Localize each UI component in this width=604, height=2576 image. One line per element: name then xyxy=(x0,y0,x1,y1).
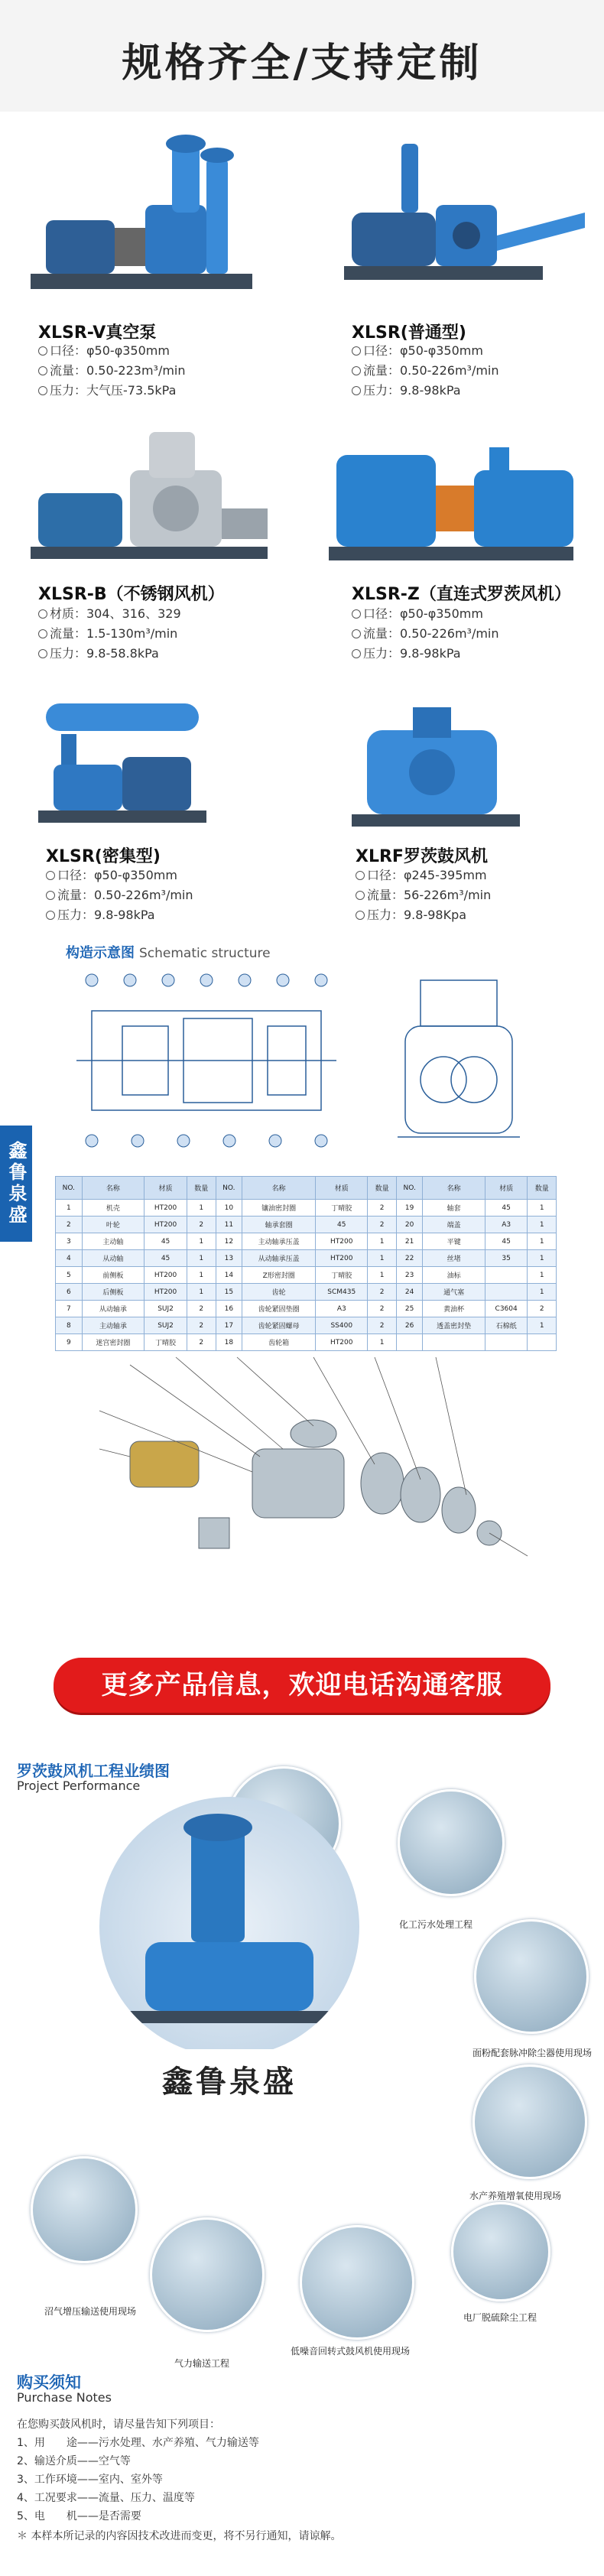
table-cell: 15 xyxy=(216,1284,242,1301)
purchase-subtitle: Purchase Notes xyxy=(17,2390,112,2405)
performance-title: 罗茨鼓风机工程业绩图 xyxy=(17,1762,170,1780)
table-cell: SUJ2 xyxy=(145,1317,187,1334)
product-spec: 流量：0.50-226m³/min xyxy=(352,624,499,644)
table-cell xyxy=(396,1334,423,1351)
table-cell: 从动轴承压盖 xyxy=(242,1250,316,1267)
table-cell: 1 xyxy=(528,1284,557,1301)
table-row xyxy=(56,1317,557,1334)
table-cell: 1 xyxy=(187,1250,216,1267)
case-image xyxy=(451,2202,550,2302)
purchase-note: 在您购买鼓风机时，请尽量告知下列项目： xyxy=(17,2418,220,2431)
table-cell xyxy=(528,1334,557,1351)
table-cell: 4 xyxy=(56,1250,83,1267)
product-image-xlsr xyxy=(321,128,589,312)
table-cell: 45 xyxy=(485,1233,528,1250)
product-spec: 压力：大气压-73.5kPa xyxy=(38,381,176,401)
purchase-note: 4、工况要求——流量、压力、温度等 xyxy=(17,2492,195,2504)
table-cell: 丁晴胶 xyxy=(316,1267,368,1284)
product-spec: 流量：0.50-223m³/min xyxy=(38,361,186,381)
table-cell: 17 xyxy=(216,1317,242,1334)
table-cell: 前侧板 xyxy=(82,1267,144,1284)
product-image-xlsr-compact xyxy=(31,688,214,833)
product-image-xlsr-z xyxy=(321,432,589,577)
product-spec: 流量：0.50-226m³/min xyxy=(46,885,193,905)
table-cell xyxy=(423,1334,485,1351)
product-spec: 口径：φ50-φ350mm xyxy=(38,341,170,361)
table-cell: 齿轮 xyxy=(242,1284,316,1301)
case-image xyxy=(472,2064,587,2179)
table-cell: 后侧板 xyxy=(82,1284,144,1301)
table-cell: 透盖密封垫 xyxy=(423,1317,485,1334)
table-cell: 齿轮紧固垫圈 xyxy=(242,1301,316,1317)
table-header-row: NO. 名称 材质 数量 NO. 名称 材质 数量 NO. 名称 材质 数量 xyxy=(56,1177,557,1200)
table-cell: 丝堵 xyxy=(423,1250,485,1267)
table-cell: 轴套 xyxy=(423,1200,485,1217)
product-spec: 压力：9.8-98Kpa xyxy=(356,905,466,925)
table-row xyxy=(56,1301,557,1317)
table-cell: 油标 xyxy=(423,1267,485,1284)
table-cell: 2 xyxy=(368,1217,396,1233)
case-label: 沼气增压输送使用现场 xyxy=(44,2306,137,2317)
table-cell: HT200 xyxy=(145,1200,187,1217)
table-cell: 6 xyxy=(56,1284,83,1301)
table-cell: 1 xyxy=(368,1334,396,1351)
table-cell xyxy=(485,1284,528,1301)
purchase-note: 3、工作环境——室内、室外等 xyxy=(17,2474,163,2486)
contact-banner: 更多产品信息，欢迎电话沟通客服 xyxy=(54,1658,550,1713)
table-cell: 2 xyxy=(368,1301,396,1317)
table-cell: 45 xyxy=(145,1233,187,1250)
table-cell: HT200 xyxy=(145,1217,187,1233)
table-cell: C3604 xyxy=(485,1301,528,1317)
table-cell: 10 xyxy=(216,1200,242,1217)
case-image xyxy=(31,2156,138,2263)
table-cell: HT200 xyxy=(316,1250,368,1267)
table-cell: 1 xyxy=(528,1233,557,1250)
brand-side-label: 鑫鲁泉盛 xyxy=(0,1126,32,1242)
schematic-title: 构造示意图 Schematic structure xyxy=(66,945,271,961)
product-spec: 口径：φ50-φ350mm xyxy=(352,341,483,361)
purchase-note: ＊ 本样本所记录的内容因技术改进而变更，将不另行通知，请谅解。 xyxy=(17,2530,342,2542)
table-row xyxy=(56,1233,557,1250)
table-cell: 1 xyxy=(56,1200,83,1217)
purchase-title: 购买须知 xyxy=(17,2373,81,2392)
table-cell: 26 xyxy=(396,1317,423,1334)
table-row xyxy=(56,1284,557,1301)
case-image xyxy=(398,1789,505,1896)
table-cell: 石棉纸 xyxy=(485,1317,528,1334)
table-cell: A3 xyxy=(485,1217,528,1233)
table-cell: 2 xyxy=(56,1217,83,1233)
table-cell: 1 xyxy=(187,1200,216,1217)
purchase-note: 5、电 机——是否需要 xyxy=(17,2510,141,2522)
table-cell: 1 xyxy=(368,1250,396,1267)
product-spec: 压力：9.8-98kPa xyxy=(352,644,461,664)
exploded-view-drawing xyxy=(84,1350,543,1602)
product-spec: 压力：9.8-98kPa xyxy=(46,905,155,925)
table-cell: 14 xyxy=(216,1267,242,1284)
table-cell: 主动轴承 xyxy=(82,1317,144,1334)
table-cell: 通气塞 xyxy=(423,1284,485,1301)
table-cell: 8 xyxy=(56,1317,83,1334)
schematic-drawing-front xyxy=(61,965,352,1156)
table-cell: 7 xyxy=(56,1301,83,1317)
performance-subtitle: Project Performance xyxy=(17,1779,141,1793)
table-cell: 45 xyxy=(485,1200,528,1217)
table-cell: 从动轴 xyxy=(82,1250,144,1267)
product-image-xlrf xyxy=(344,700,528,837)
table-cell: 2 xyxy=(187,1317,216,1334)
table-cell: 丁晴胶 xyxy=(316,1200,368,1217)
table-cell: 2 xyxy=(187,1334,216,1351)
product-spec: 口径：φ50-φ350mm xyxy=(352,604,483,624)
table-cell: 2 xyxy=(528,1301,557,1317)
table-cell: 齿轮紧固螺母 xyxy=(242,1317,316,1334)
table-cell: 1 xyxy=(528,1217,557,1233)
product-image-xlsr-v xyxy=(15,128,268,312)
table-cell: 端盖 xyxy=(423,1217,485,1233)
brand-name: 鑫鲁泉盛 xyxy=(115,2049,344,2115)
product-spec: 口径：φ50-φ350mm xyxy=(46,866,177,885)
product-name: XLSR-V真空泵 xyxy=(38,323,157,343)
product-spec: 材质：304、316、329 xyxy=(38,604,181,624)
table-cell: 22 xyxy=(396,1250,423,1267)
table-cell: 1 xyxy=(368,1267,396,1284)
product-name: XLSR-Z（直连式罗茨风机） xyxy=(352,585,571,604)
table-cell: 迷宫密封圈 xyxy=(82,1334,144,1351)
table-cell: 1 xyxy=(187,1284,216,1301)
case-image xyxy=(474,1919,589,2034)
product-spec: 压力：9.8-98kPa xyxy=(352,381,461,401)
product-name: XLSR(普通型) xyxy=(352,323,466,343)
table-cell: 1 xyxy=(528,1267,557,1284)
table-row xyxy=(56,1217,557,1233)
table-cell: SUJ2 xyxy=(145,1301,187,1317)
table-cell: 1 xyxy=(368,1233,396,1250)
table-cell: 24 xyxy=(396,1284,423,1301)
table-cell: 丁晴胶 xyxy=(145,1334,187,1351)
table-cell: 1 xyxy=(528,1317,557,1334)
table-cell: 2 xyxy=(368,1317,396,1334)
table-cell: 19 xyxy=(396,1200,423,1217)
product-name: XLSR-B（不锈钢风机） xyxy=(38,585,225,604)
product-image-xlsr-b xyxy=(15,424,291,577)
case-image xyxy=(300,2225,414,2340)
product-spec: 口径：φ245-395mm xyxy=(356,866,487,885)
table-cell: 5 xyxy=(56,1267,83,1284)
table-cell xyxy=(485,1334,528,1351)
table-cell: 1 xyxy=(187,1233,216,1250)
table-cell: 11 xyxy=(216,1217,242,1233)
table-cell: SCM435 xyxy=(316,1284,368,1301)
product-spec: 流量：1.5-130m³/min xyxy=(38,624,177,644)
table-cell: 12 xyxy=(216,1233,242,1250)
table-cell: HT200 xyxy=(145,1267,187,1284)
table-cell: 25 xyxy=(396,1301,423,1317)
case-label: 气力输送工程 xyxy=(174,2358,230,2369)
table-cell: 从动轴承 xyxy=(82,1301,144,1317)
product-spec: 压力：9.8-58.8kPa xyxy=(38,644,159,664)
purchase-note: 1、用 途——污水处理、水产养殖、气力输送等 xyxy=(17,2437,259,2449)
hero-product-image xyxy=(99,1797,359,2057)
schematic-drawing-side xyxy=(390,965,528,1156)
table-cell: HT200 xyxy=(316,1233,368,1250)
table-cell: 1 xyxy=(528,1200,557,1217)
purchase-note: 2、输送介质——空气等 xyxy=(17,2455,131,2467)
table-cell: 45 xyxy=(145,1250,187,1267)
page-title: 规格齐全/支持定制 xyxy=(122,41,482,86)
table-cell: 18 xyxy=(216,1334,242,1351)
table-cell: 21 xyxy=(396,1233,423,1250)
table-cell: A3 xyxy=(316,1301,368,1317)
table-cell: HT200 xyxy=(316,1334,368,1351)
table-cell: 2 xyxy=(187,1301,216,1317)
table-cell: 1 xyxy=(528,1250,557,1267)
parts-table xyxy=(55,1176,557,1351)
table-cell: 主动轴 xyxy=(82,1233,144,1250)
table-cell: 轴承套圈 xyxy=(242,1217,316,1233)
product-spec: 流量：0.50-226m³/min xyxy=(352,361,499,381)
case-label: 低噪音回转式鼓风机使用现场 xyxy=(291,2346,411,2357)
table-row xyxy=(56,1200,557,1217)
product-name: XLRF罗茨鼓风机 xyxy=(356,847,488,866)
header-banner xyxy=(0,0,604,112)
table-cell: 1 xyxy=(187,1267,216,1284)
table-cell: 23 xyxy=(396,1267,423,1284)
table-row xyxy=(56,1250,557,1267)
table-cell: 9 xyxy=(56,1334,83,1351)
table-cell: 3 xyxy=(56,1233,83,1250)
table-cell: 2 xyxy=(368,1284,396,1301)
table-cell: 叶轮 xyxy=(82,1217,144,1233)
case-label: 面粉配套脉冲除尘器使用现场 xyxy=(472,2048,593,2058)
table-cell: 平键 xyxy=(423,1233,485,1250)
table-cell xyxy=(485,1267,528,1284)
table-cell: 黄油杯 xyxy=(423,1301,485,1317)
table-cell: SS400 xyxy=(316,1317,368,1334)
table-cell: 2 xyxy=(187,1217,216,1233)
table-cell: 镶油密封圈 xyxy=(242,1200,316,1217)
table-cell: 16 xyxy=(216,1301,242,1317)
table-cell: HT200 xyxy=(145,1284,187,1301)
table-cell: 13 xyxy=(216,1250,242,1267)
case-label: 化工污水处理工程 xyxy=(399,1919,473,1930)
table-cell: 机壳 xyxy=(82,1200,144,1217)
table-cell: 45 xyxy=(316,1217,368,1233)
table-cell: 2 xyxy=(368,1200,396,1217)
table-cell: 齿轮箱 xyxy=(242,1334,316,1351)
table-cell: 35 xyxy=(485,1250,528,1267)
case-label: 水产养殖增氧使用现场 xyxy=(469,2191,562,2201)
table-cell: 20 xyxy=(396,1217,423,1233)
case-image xyxy=(150,2217,265,2332)
product-name: XLSR(密集型) xyxy=(46,847,161,866)
table-cell: 主动轴承压盖 xyxy=(242,1233,316,1250)
table-row xyxy=(56,1334,557,1351)
table-cell: Z形密封圈 xyxy=(242,1267,316,1284)
table-row xyxy=(56,1267,557,1284)
case-label: 电厂脱硫除尘工程 xyxy=(463,2312,537,2323)
product-spec: 流量：56-226m³/min xyxy=(356,885,491,905)
